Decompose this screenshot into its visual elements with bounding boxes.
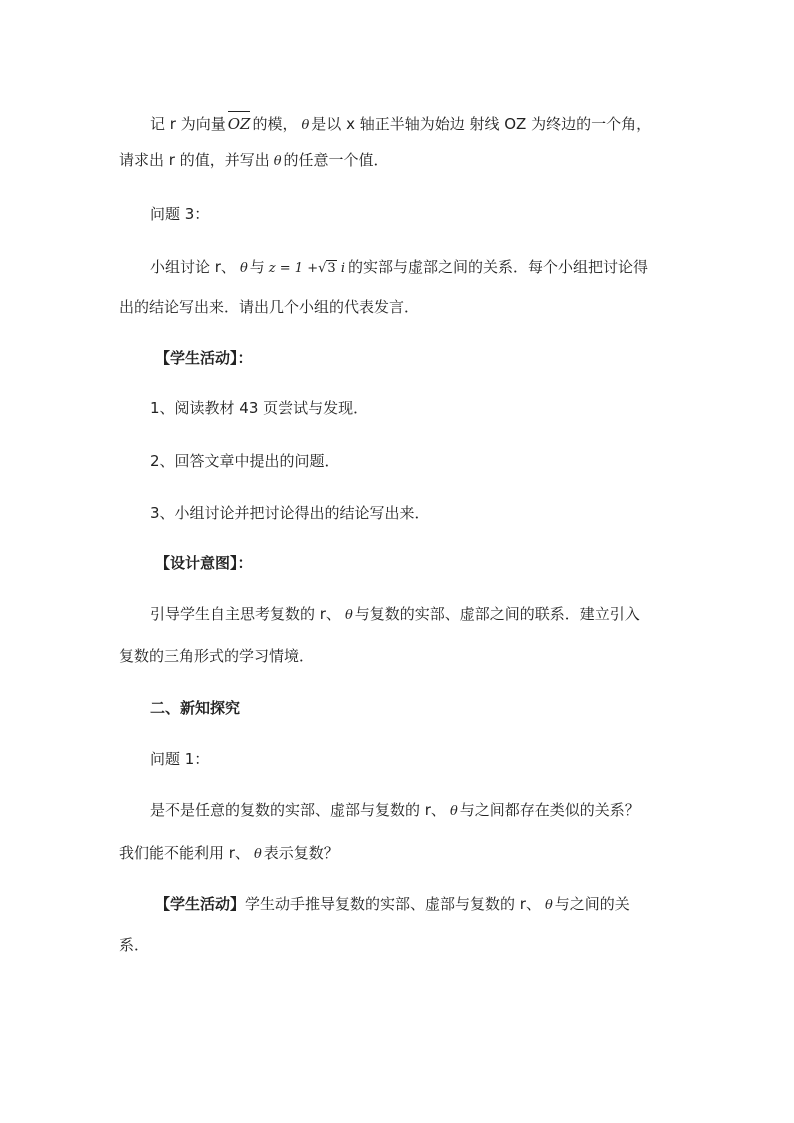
text: 的模， bbox=[252, 115, 298, 133]
theta-symbol: θ bbox=[344, 608, 353, 623]
text: 与之间的关 bbox=[554, 895, 630, 913]
theta-symbol: θ bbox=[273, 154, 282, 169]
text: 小组讨论 r、 bbox=[150, 258, 236, 276]
text: 是不是任意的复数的实部、虚部与复数的 r、 bbox=[150, 801, 446, 819]
paragraph-4-line-2 bbox=[0, 843, 794, 865]
student-activity-label: 【学生活动】 bbox=[155, 895, 246, 913]
question-1-label: 问题 1： bbox=[150, 750, 210, 768]
section-2-heading: 二、新知探究 bbox=[150, 699, 241, 717]
design-intent-heading: 【设计意图】： bbox=[155, 554, 253, 572]
text: 与复数的实部、虚部之间的联系．建立引入 bbox=[354, 605, 640, 623]
activity-item-2: 2、回答文章中提出的问题． bbox=[150, 452, 340, 470]
text: 记 r 为向量 bbox=[150, 115, 226, 133]
text: 的实部与虚部之间的关系．每个小组把讨论得 bbox=[347, 258, 648, 276]
activity-item-1: 1、阅读教材 43 页尝试与发现． bbox=[150, 399, 369, 417]
question-3-label: 问题 3： bbox=[150, 205, 210, 223]
text: 是以 x 轴正半轴为始边 射线 OZ 为终边的一个角， bbox=[311, 115, 652, 133]
paragraph-2-line-1 bbox=[0, 257, 794, 279]
radicand: 3 bbox=[327, 261, 336, 276]
paragraph-3-line-1 bbox=[0, 604, 794, 626]
activity-item-3: 3、小组讨论并把讨论得出的结论写出来． bbox=[150, 504, 430, 522]
text: 与之间都存在类似的关系？ bbox=[459, 801, 640, 819]
theta-symbol: θ bbox=[239, 261, 248, 276]
text: 我们能不能利用 r、 bbox=[119, 844, 250, 862]
text: 请求出 r 的值，并写出 bbox=[119, 151, 270, 169]
student-activity-heading: 【学生活动】： bbox=[155, 349, 253, 367]
radical-sign: √ bbox=[318, 261, 327, 276]
theta-symbol: θ bbox=[544, 898, 553, 913]
paragraph-5-line-1 bbox=[0, 894, 794, 916]
theta-symbol: θ bbox=[301, 118, 310, 133]
theta-symbol: θ bbox=[253, 847, 262, 862]
vector-oz: OZ bbox=[228, 112, 251, 134]
text: 引导学生自主思考复数的 r、 bbox=[150, 605, 341, 623]
text: 学生动手推导复数的实部、虚部与复数的 r、 bbox=[245, 895, 541, 913]
paragraph-1-line-1 bbox=[0, 112, 794, 136]
sqrt-symbol bbox=[318, 259, 337, 279]
paragraph-2-line-2: 出的结论写出来．请出几个小组的代表发言． bbox=[119, 298, 420, 316]
paragraph-5-line-2: 系． bbox=[119, 936, 150, 954]
text: 与 bbox=[249, 258, 265, 276]
theta-symbol: θ bbox=[449, 804, 458, 819]
text: 表示复数？ bbox=[263, 844, 339, 862]
formula-text: z = 1 + bbox=[268, 261, 319, 276]
formula-z bbox=[269, 261, 345, 276]
paragraph-4-line-1 bbox=[0, 800, 794, 822]
paragraph-3-line-2: 复数的三角形式的学习情境． bbox=[119, 647, 315, 665]
paragraph-1-line-2 bbox=[0, 150, 794, 172]
imaginary-unit: i bbox=[340, 261, 345, 276]
text: 的任意一个值． bbox=[283, 151, 389, 169]
